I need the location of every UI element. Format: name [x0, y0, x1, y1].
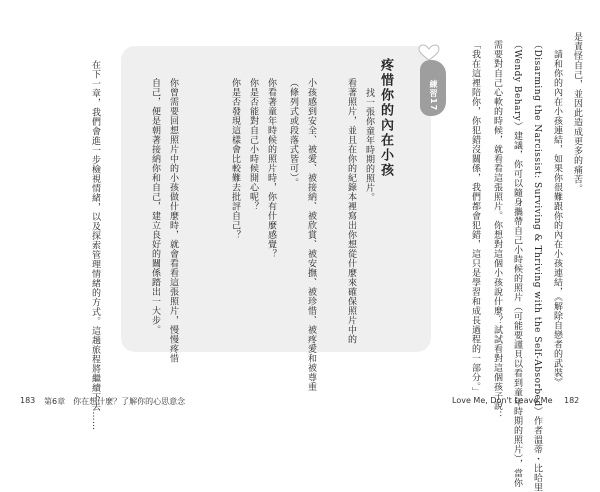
exercise-line-4: 小孩感到安全、被愛、被接納、被欣賞、被安撫、被珍惜、被疼愛和被尊重	[306, 78, 316, 392]
left-footer-chapter: 第6章 你在想什麼？了解你的心思意念	[44, 397, 186, 406]
exercise-line-9: 你曾需要回想照片中的小孩做什麼時，就會看看這張照片，慢慢疼惜	[168, 78, 178, 363]
right-page-line-5: 需要對自己心軟的時候，就看看這張照片。你想對這個小孩說什麼？試試看對這個孩子說：	[492, 40, 502, 420]
exercise-line-7: 你是否能對自己小時候開心呢？	[248, 78, 258, 211]
exercise-line-6: 你看著童年時候的照片時，你有什麼感覺？	[266, 78, 276, 259]
left-footer-page-number: 183	[20, 396, 36, 405]
right-page-line-3: （Disarming the Narcissist: Surviving & Thriving with the Self-Absorbed）作者溫蒂・比哈里	[532, 40, 542, 492]
exercise-title: 疼惜你的內在小孩	[378, 58, 393, 178]
right-page-line-6: 「我在這裡陪你，你犯錯沒關係，我們都會犯錯，這只是學習和成長過程的一部分。」	[470, 40, 480, 397]
exercise-tab	[420, 60, 446, 116]
exercise-tab-label: 練習17	[429, 80, 438, 112]
exercise-line-2: 看著照片，並且在你的紀錄本裡寫出你想從什麼來確保照片中的	[346, 78, 356, 344]
left-page-paragraph: 在下一章，我們會進一步檢視情緒，以及探索管理情緒的方式。這趟旅程將繼續下去……	[90, 60, 100, 431]
exercise-line-1: 找一張你童年時期的照片。	[364, 88, 374, 202]
right-page-line-4: （Wendy Behary）建議，你可以隨身攜帶自己小時候的照片（可能要謹貝以看到童年時期的照片），當你	[512, 40, 522, 488]
right-footer-title: Love Me, Don't Leave Me	[452, 396, 553, 405]
right-page-line-1: 是責怪自己，並因此造成更多的痛苦。	[572, 32, 582, 194]
right-page-line-2: 請和你的內在小孩連結，如果你很難跟你的內在小孩連結，《解除自戀者的武裝》	[552, 40, 562, 387]
exercise-line-8: 你是否發現這樣會比較難去批評自己？	[230, 78, 240, 240]
right-footer-page-number: 182	[564, 396, 580, 405]
exercise-line-5: （條列式或段落式皆可）。	[288, 78, 298, 188]
exercise-line-10: 自己，便是朝著接納你和自己，建立良好的關係踏出一大步。	[150, 78, 160, 335]
